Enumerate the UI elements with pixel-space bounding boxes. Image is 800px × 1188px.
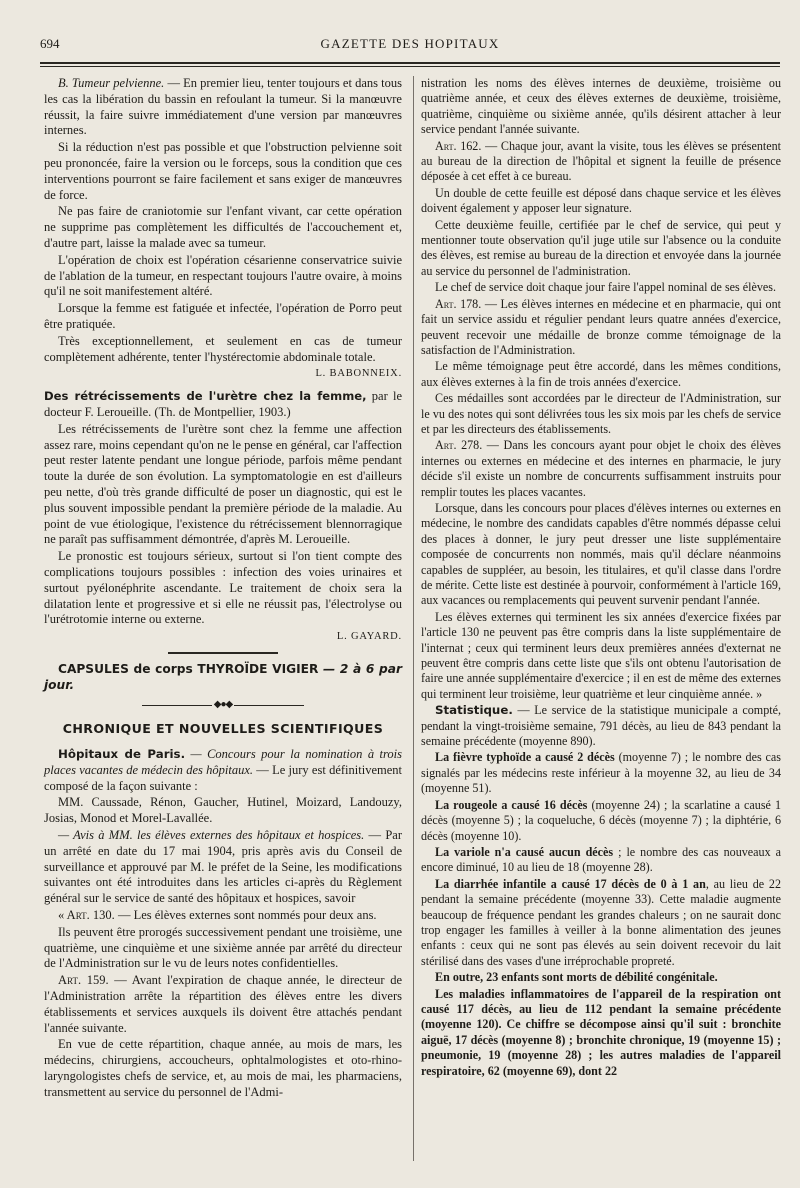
tumeur-paragraph-6: Très exceptionnellement, et seulement en cas de tumeur complètement adhérente, tenter l'hystérectomie abdominale totale.: [44, 333, 402, 364]
retrecissements-heading: Des rétrécissements de l'urètre chez la femme, par le docteur F. Leroueille. (Th. de Montpellier, 1903.): [44, 389, 402, 419]
rougeole-paragraph: La rougeole a causé 16 décès (moyenne 24) ; la scarlatine a causé 1 décès (moyenne 5) ; la coqueluche, 6 décès (moyenne 7) ; la diphtérie, 6 décès (moyenne 10).: [421, 797, 781, 843]
retrecissements-signature: L. GAYARD.: [336, 631, 402, 643]
hopitaux-paragraph: Hôpitaux de Paris. — Concours pour la nomination à trois places vacantes de médecin des hôpitaux. — Le jury est définitivement composé de la façon suivante :: [44, 747, 402, 793]
article-159-continued: En vue de cette répartition, chaque année, au mois de mars, les médecins, chirurgiens, accoucheurs, ophtalmologistes et oto-rhino-laryngologistes chefs de service, et, au mois de mai, les pharmaciens, transmettent au service du personnel de l'Admi-: [44, 1037, 402, 1099]
article-162-paragraph-4: Le chef de service doit chaque jour faire l'appel nominal de ses élèves.: [435, 280, 776, 295]
tumeur-paragraph-3: Ne pas faire de craniotomie sur l'enfant vivant, car cette opération ne supprime pas complètement les difficultés de l'accouchement et, d'autre part, laisse la malade avec sa tumeur.: [44, 204, 402, 250]
inflammatoires-paragraph: Les maladies inflammatoires de l'appareil de la respiration ont causé 117 décès, au lieu de 112 pendant la semaine précédente (moyenne 120). Ce chiffre se décompose ainsi qu'il suit : bronchite aiguë, 17 décès (moyenne 8) ; bronchite chronique, 19 (moyenne 15) ; pneumonie, 19 (moyenne 28) ; les autres maladies de l'appareil respiratoire, 62 (moyenne 69), dont 22: [421, 986, 781, 1078]
article-130: « Art. 130. — Les élèves externes sont nommés pour deux ans.: [58, 908, 377, 923]
article-178: Art. 178. — Les élèves internes en médecine et en pharmacie, qui ont fait un service assidu et régulier pendant leurs quatre années d'exercice, peuvent recevoir une médaille de bronze comme témoignage de la satisfaction de l'Administration.: [421, 296, 782, 357]
header-rule-thin: [40, 66, 780, 67]
article-162-paragraph-2: Un double de cette feuille est déposé dans chaque service et les élèves doivent également y apposer leur signature.: [421, 185, 781, 216]
diarrhee-paragraph: La diarrhée infantile a causé 17 décès de 0 à 1 an, au lieu de 22 pendant la semaine précédente (moyenne 33). Cette maladie augmente beaucoup de fréquence pendant les grandes chaleurs ; on ne saurait donc trop engager les familles à veiller à la bonne alimentation des jeunes enfants : ceux qui ne sont pas élevés au sein doivent recevoir du lait stérilisé dans des vases d'une irréprochable propreté.: [421, 876, 781, 968]
header-rule-thick: [40, 62, 780, 64]
section-separator-rule: [168, 652, 278, 654]
column-divider: [413, 76, 414, 1161]
tumeur-paragraph-1: B. Tumeur pelvienne. — En premier lieu, tenter toujours et dans tous les cas la libération du bassin en refoulant la tumeur. Si la manœuvre réussit, la faire suivre immédiatement d'une version par manœuvres internes.: [44, 76, 402, 138]
article-162-paragraph-3: Cette deuxième feuille, certifiée par le chef de service, qui peut y mentionner toute observation qu'il juge utile sur l'absence ou la conduite des élèves, est remise au bureau de la direction et envoyée dans la journée au service du personnel de l'administration.: [421, 217, 781, 278]
typhoide-paragraph: La fièvre typhoïde a causé 2 décès (moyenne 7) ; le nombre des cas signalés par les médecins reste inférieur à la moyenne 32, au lieu de 34 (moyenne 51).: [421, 750, 781, 796]
avis-paragraph: — Avis à MM. les élèves externes des hôpitaux et hospices. — Par un arrêté en date du 17 mai 1904, pris après avis du Conseil de surveillance et approuvé par M. le préfet de la Seine, les modifications suivantes ont été introduites dans les articles ci-après du Règlement général sur le service de santé des hôpitaux et hospices, savoir: [44, 828, 402, 906]
tumeur-paragraph-2: Si la réduction n'est pas possible et que l'obstruction pelvienne soit peu prononcée, faire la version ou le forceps, sous la condition que ces interventions pourront se faire facilement et sans exiger de manœuvres de force.: [44, 140, 402, 202]
statistique-paragraph: Statistique. — Le service de la statistique municipale a compté, pendant la vingt-troisième semaine, 791 décès, au lieu de 843 pendant la semaine précédente (moyenne 890).: [421, 703, 781, 749]
debilite-paragraph: En outre, 23 enfants sont morts de débilité congénitale.: [435, 970, 718, 985]
jury-members: MM. Caussade, Rénon, Gaucher, Hutinel, Moizard, Landouzy, Josias, Monod et Morel-Lavallée.: [44, 795, 402, 826]
continuation-paragraph: nistration les noms des élèves internes de deuxième, troisième ou quatrième année, et ceux des élèves externes de deuxième, troisième, quatrième, cinquième ou sixième année, qu'ils désirent attacher à leur service pendant l'année suivante.: [421, 76, 781, 137]
retrecissements-paragraph-1: Les rétrécissements de l'urètre sont chez la femme une affection assez rare, moins cependant qu'on ne le pense en général, car l'affection peut rester latente pendant une longue période, parfois même pendant toute la durée de son évolution. La symptomatologie en est d'ailleurs peu nette, d'où très grande difficulté de poser un diagnostic, qui est le plus souvent impossible pendant la première période de la maladie. Au point de vue étiologique, l'existence du rétrécissement blennorragique ne paraît pas suffisamment démontrée, d'après M. Leroueille.: [44, 421, 402, 547]
page-header: [40, 36, 780, 56]
article-278: Art. 278. — Dans les concours ayant pour objet le choix des élèves internes ou externes en médecine et des internes en pharmacie, le jury décide s'il existe un nombre de concurrents suffisamment instruits pour remplir toutes les places vacantes.: [421, 438, 781, 499]
article-162: Art. 162. — Chaque jour, avant la visite, tous les élèves se présentent au bureau de la direction de l'hôpital et signent la feuille de présence déposée à cet effet à ce bureau.: [421, 138, 782, 184]
right-column: [421, 76, 781, 1080]
page-number: 694: [40, 36, 60, 51]
chronique-heading: CHRONIQUE ET NOUVELLES SCIENTIFIQUES: [62, 721, 384, 737]
article-278-paragraph-2: Lorsque, dans les concours pour places d'élèves internes ou externes en médecine, le nombre des candidats capables d'être nommés dépasse celui des places à donner, le jury peut dresser une liste supplémentaire composée de concurrents non nommés, mais qu'il déclare néanmoins capables de suppléer, au besoin, les titulaires, et qu'il classe dans l'ordre de mérite. Cette liste est destinée à pourvoir, conformément à l'article 169, aux vacances ou remplacements qui peuvent survenir pendant l'année.: [421, 500, 781, 608]
article-130-continued: Ils peuvent être prorogés successivement pendant une troisième, une quatrième, une cinquième et une sixième année par arrêté du directeur de l'Administration sur le vu de leurs notes confidentielles.: [44, 924, 402, 971]
capsules-advert: CAPSULES de corps THYROÏDE VIGIER — 2 à 6 par jour.: [44, 661, 402, 692]
article-278-paragraph-3: Les élèves externes qui terminent les six années d'exercice fixées par l'article 130 ne peuvent pas être compris dans la liste supplémentaire de l'internat ; ceux qui terminent leurs deux premières années d'externat ne peuvent être compris dans cette liste que s'ils ont obtenu l'autorisation de faire une année supplémentaire d'exercice ; il en est de même des externes qui terminent leur troisième, leur quatrième et leur cinquième année. »: [421, 609, 781, 701]
left-column: [44, 76, 402, 1102]
article-178-paragraph-2: Le même témoignage peut être accordé, dans les mêmes conditions, aux élèves externes à la fin de trois années d'exercice.: [421, 359, 781, 389]
article-178-paragraph-3: Ces médailles sont accordées par le directeur de l'Administration, sur le vu des notes qui sont délivrées tous les six mois par les chefs de service et par les directeurs des établissements.: [421, 391, 781, 436]
retrecissements-paragraph-2: Le pronostic est toujours sérieux, surtout si l'on tient compte des complications toujours possibles : infection des voies urinaires et surtout pyélonéphrite ascendante. Le traitement de choix sera la dilatation lente et progressive et si elle ne réussit pas, l'électrolyse ou l'urétrotomie interne ou externe.: [44, 549, 402, 627]
article-159: Art. 159. — Avant l'expiration de chaque année, le directeur de l'Administration arrête la répartition des élèves entre les divers établissements et services auxquels ils doivent être attachés pendant l'année suivante.: [44, 973, 402, 1035]
tumeur-signature: L. BABONNEIX.: [315, 368, 402, 380]
tumeur-paragraph-5: Lorsque la femme est fatiguée et infectée, l'opération de Porro peut être pratiquée.: [44, 301, 402, 331]
journal-title: GAZETTE DES HOPITAUX: [320, 36, 500, 51]
variole-paragraph: La variole n'a causé aucun décès ; le nombre des cas nouveaux a encore diminué, 10 au lieu de 18 (moyenne 28).: [421, 844, 781, 875]
ornamental-divider: ◆●◆: [44, 697, 402, 713]
tumeur-paragraph-4: L'opération de choix est l'opération césarienne conservatrice suivie de l'ablation de la tumeur, en respectant toujours l'autre ovaire, à moins qu'il ne soit manifestement altéré.: [44, 252, 402, 299]
